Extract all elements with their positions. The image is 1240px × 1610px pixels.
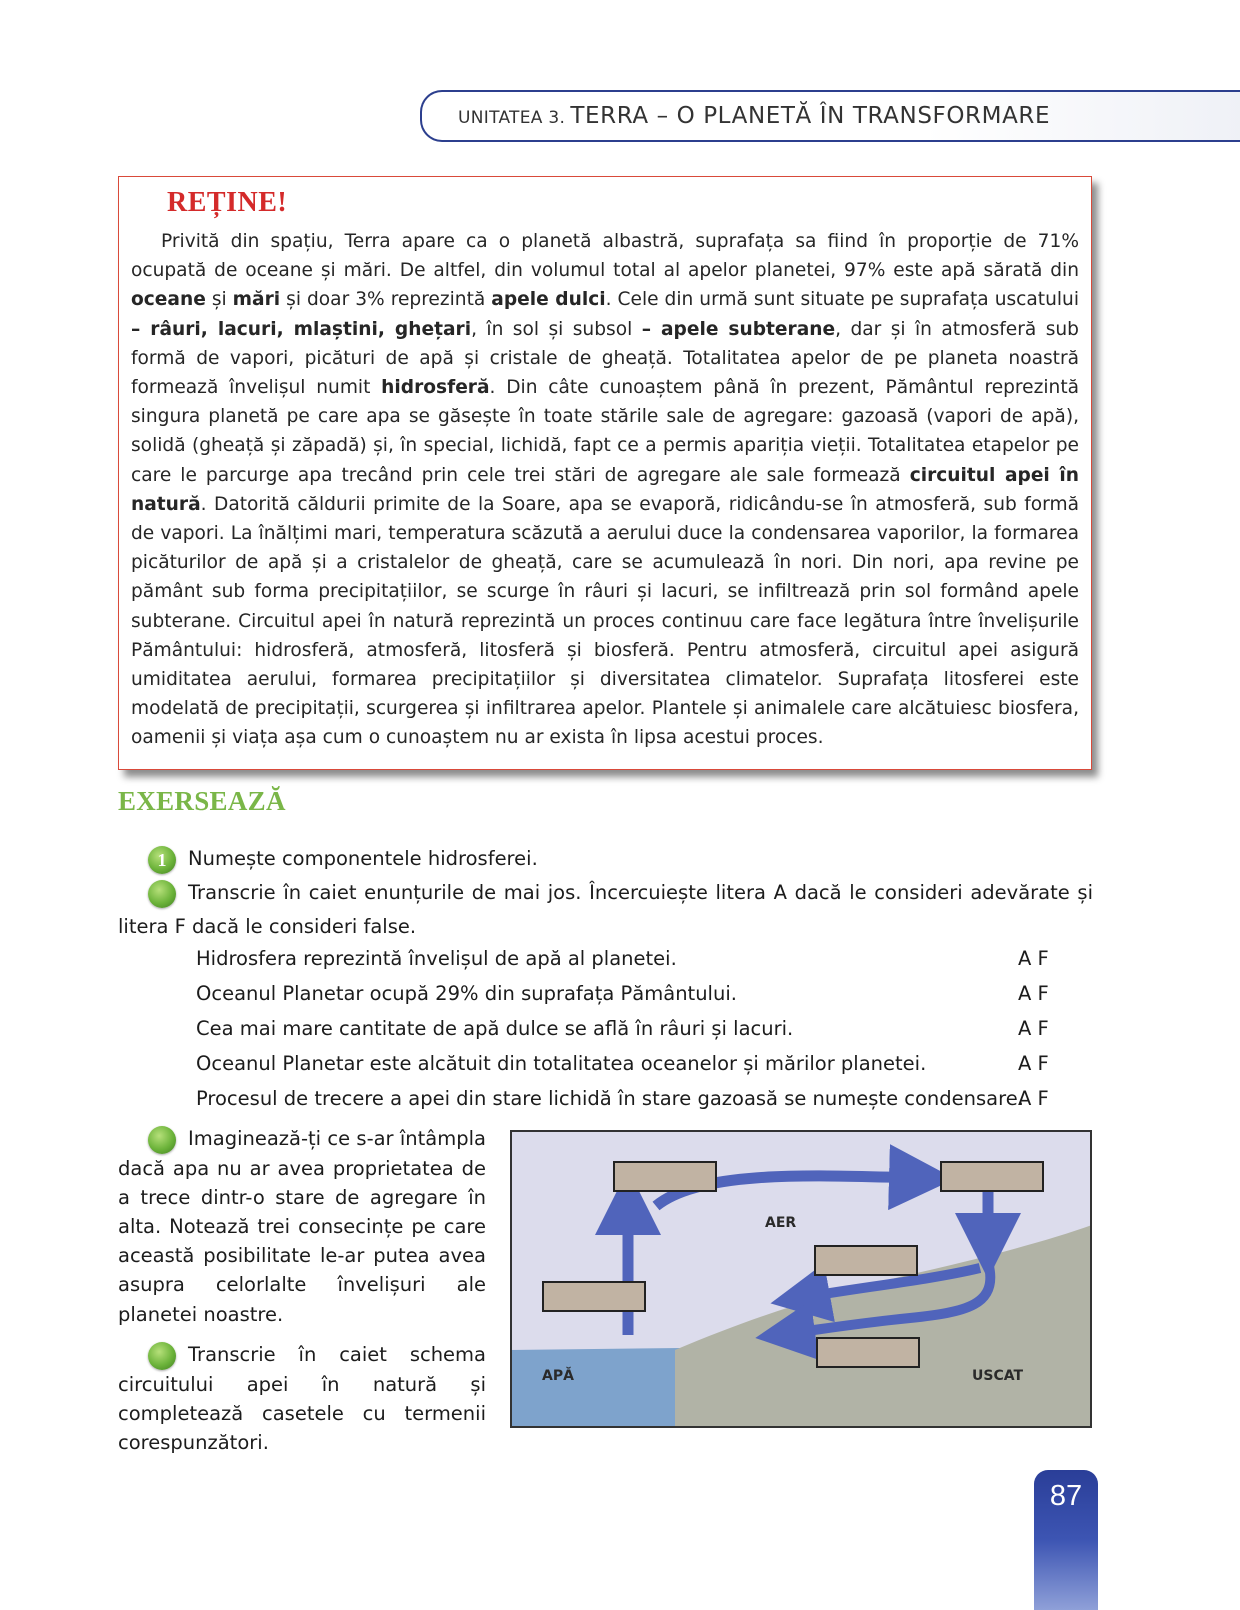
- exercise-4: [118, 1340, 486, 1457]
- exercise-number-badge: 4: [148, 1342, 176, 1370]
- unit-header-banner: [420, 90, 1240, 142]
- bold-term: – râuri, lacuri, mlaștini, ghețari: [131, 318, 472, 340]
- exercise-number-badge: 1: [148, 846, 176, 874]
- page-number-tab: [1034, 1470, 1098, 1610]
- page-number: 87: [1049, 1480, 1083, 1512]
- true-false-statement: [196, 976, 1056, 1011]
- statement-text: Hidrosfera reprezintă învelișul de apă al planetei.: [196, 947, 677, 970]
- blank-box-infiltration: [817, 1338, 919, 1367]
- retine-title: REȚINE!: [167, 187, 288, 218]
- statement-text: Oceanul Planetar este alcătuit din totalitatea oceanelor și mărilor planetei.: [196, 1052, 927, 1075]
- paragraph-run: , dar și în atmosferă sub formă de vapori, picături de apă și cristale de gheață. Totalitatea apelor de pe planeta noastră formează învelișul numit: [131, 318, 1079, 399]
- bold-term: circuitul apei în natură: [131, 464, 1079, 515]
- exercise-3: [118, 1124, 486, 1329]
- paragraph-run: . Cele din urmă sunt situate pe suprafața uscatului: [605, 289, 1079, 311]
- blank-box-precipitation: [941, 1162, 1043, 1191]
- answer-options: A F: [1018, 1087, 1049, 1110]
- exercise-number-badge: 2: [148, 880, 176, 908]
- bold-term: mări: [232, 289, 281, 311]
- bold-term: oceane: [131, 289, 206, 311]
- statement-text: Cea mai mare cantitate de apă dulce se află în râuri și lacuri.: [196, 1017, 794, 1040]
- true-false-list: [196, 941, 1056, 1116]
- answer-options: A F: [1018, 982, 1049, 1005]
- water-cycle-diagram: [510, 1130, 1092, 1428]
- statement-text: Procesul de trecere a apei din stare lichidă în stare gazoasă se numește condensare.: [196, 1087, 1024, 1110]
- air-label: AER: [765, 1215, 797, 1231]
- true-false-statement: [196, 1081, 1056, 1116]
- exercise-1: [148, 842, 538, 876]
- bold-term: apele dulci: [491, 289, 606, 311]
- exercise-4-text: Transcrie în caiet schema circuitului apei în natură și completează casetele cu termenii corespunzători.: [118, 1343, 486, 1454]
- paragraph-run: , în sol și subsol: [471, 318, 642, 340]
- answer-options: A F: [1018, 1052, 1049, 1075]
- unit-header-text: [458, 103, 1050, 129]
- unit-number: UNITATEA 3.: [458, 108, 566, 128]
- statement-text: Oceanul Planetar ocupă 29% din suprafața Pământului.: [196, 982, 737, 1005]
- blank-box-condensation: [614, 1162, 716, 1191]
- exercise-2-text: Transcrie în caiet enunțurile de mai jos. Încercuiește litera A dacă le consideri adevărate și litera F dacă le consideri false.: [118, 881, 1093, 938]
- exerseaza-title: EXERSEAZĂ: [118, 786, 286, 816]
- water-cycle-svg: [510, 1130, 1092, 1428]
- true-false-statement: [196, 1046, 1056, 1081]
- bold-term: hidrosferă: [381, 377, 490, 399]
- answer-options: A F: [1018, 1017, 1049, 1040]
- blank-box-runoff: [815, 1246, 917, 1275]
- bold-term: – apele subterane: [641, 318, 836, 340]
- blank-box-evaporation: [543, 1282, 645, 1311]
- paragraph-run: . Din câte cunoaștem până în prezent, Pământul reprezintă singura planetă pe care apa se găsește în toate stările sale de agregare: gazoasă (vapori de apă), solidă (gheață și zăpadă) și, în special, lichidă, fapt ce a permis apariția vieții. Totalitatea etapelor pe care le parcurge apa trecând prin cele trei stări de agregare ale sale formează: [131, 377, 1080, 486]
- paragraph-run: . Datorită căldurii primite de la Soare, apa se evaporă, ridicându-se în atmosferă, sub formă de vapori. La înălțimi mari, temperatura scăzută a aerului duce la condensarea vaporilor, la formarea picăturilor de apă și a cristalelor de gheață, care se acumulează în nori. Din nori, apa revine pe pământ sub forma precipitațiilor, se scurge în râuri și lacuri, se infiltrează prin sol formând apele subterane. Circuitul apei în natură reprezintă un proces continuu care face legătura între învelișurile Pământului: hidrosferă, atmosferă, litosferă și biosferă. Pentru atmosferă, circuitul apei asigură umiditatea aerului, formarea precipitațiilor și diversitatea climatelor. Suprafața litosferei este modelată de precipitații, scurgerea și infiltrarea apelor. Plantele și animalele care alcătuiesc biosfera, oamenii și viața așa cum o cunoaștem nu ar exista în lipsa acestui proces.: [131, 493, 1079, 749]
- paragraph-run: și doar 3% reprezintă: [280, 289, 492, 311]
- unit-title: TERRA – O PLANETĂ ÎN TRANSFORMARE: [570, 103, 1051, 129]
- water-area: [510, 1348, 686, 1428]
- exercise-2: [118, 876, 1093, 944]
- true-false-statement: [196, 941, 1056, 976]
- exercise-1-text: Numește componentele hidrosferei.: [188, 847, 538, 870]
- true-false-statement: [196, 1011, 1056, 1046]
- exercise-3-text: Imaginează-ți ce s-ar întâmpla dacă apa nu ar avea proprietatea de a trece dintr-o stare de agregare în alta. Notează trei consecințe pe care această posibilitate le-ar putea avea asupra celorlalte învelișuri ale planetei noastre.: [118, 1127, 486, 1326]
- paragraph-run: Privită din spațiu, Terra apare ca o planetă albastră, suprafața sa fiind în proporție de 71% ocupată de oceane și mări. De altfel, din volumul total al apelor planetei, 97% este apă sărată din: [131, 231, 1079, 282]
- retine-box: [118, 176, 1092, 770]
- water-label: APĂ: [542, 1368, 574, 1384]
- land-label: USCAT: [972, 1368, 1024, 1384]
- paragraph-run: și: [205, 289, 233, 311]
- exercise-number-badge: 3: [148, 1126, 176, 1154]
- retine-paragraph: [131, 227, 1079, 753]
- answer-options: A F: [1018, 947, 1049, 970]
